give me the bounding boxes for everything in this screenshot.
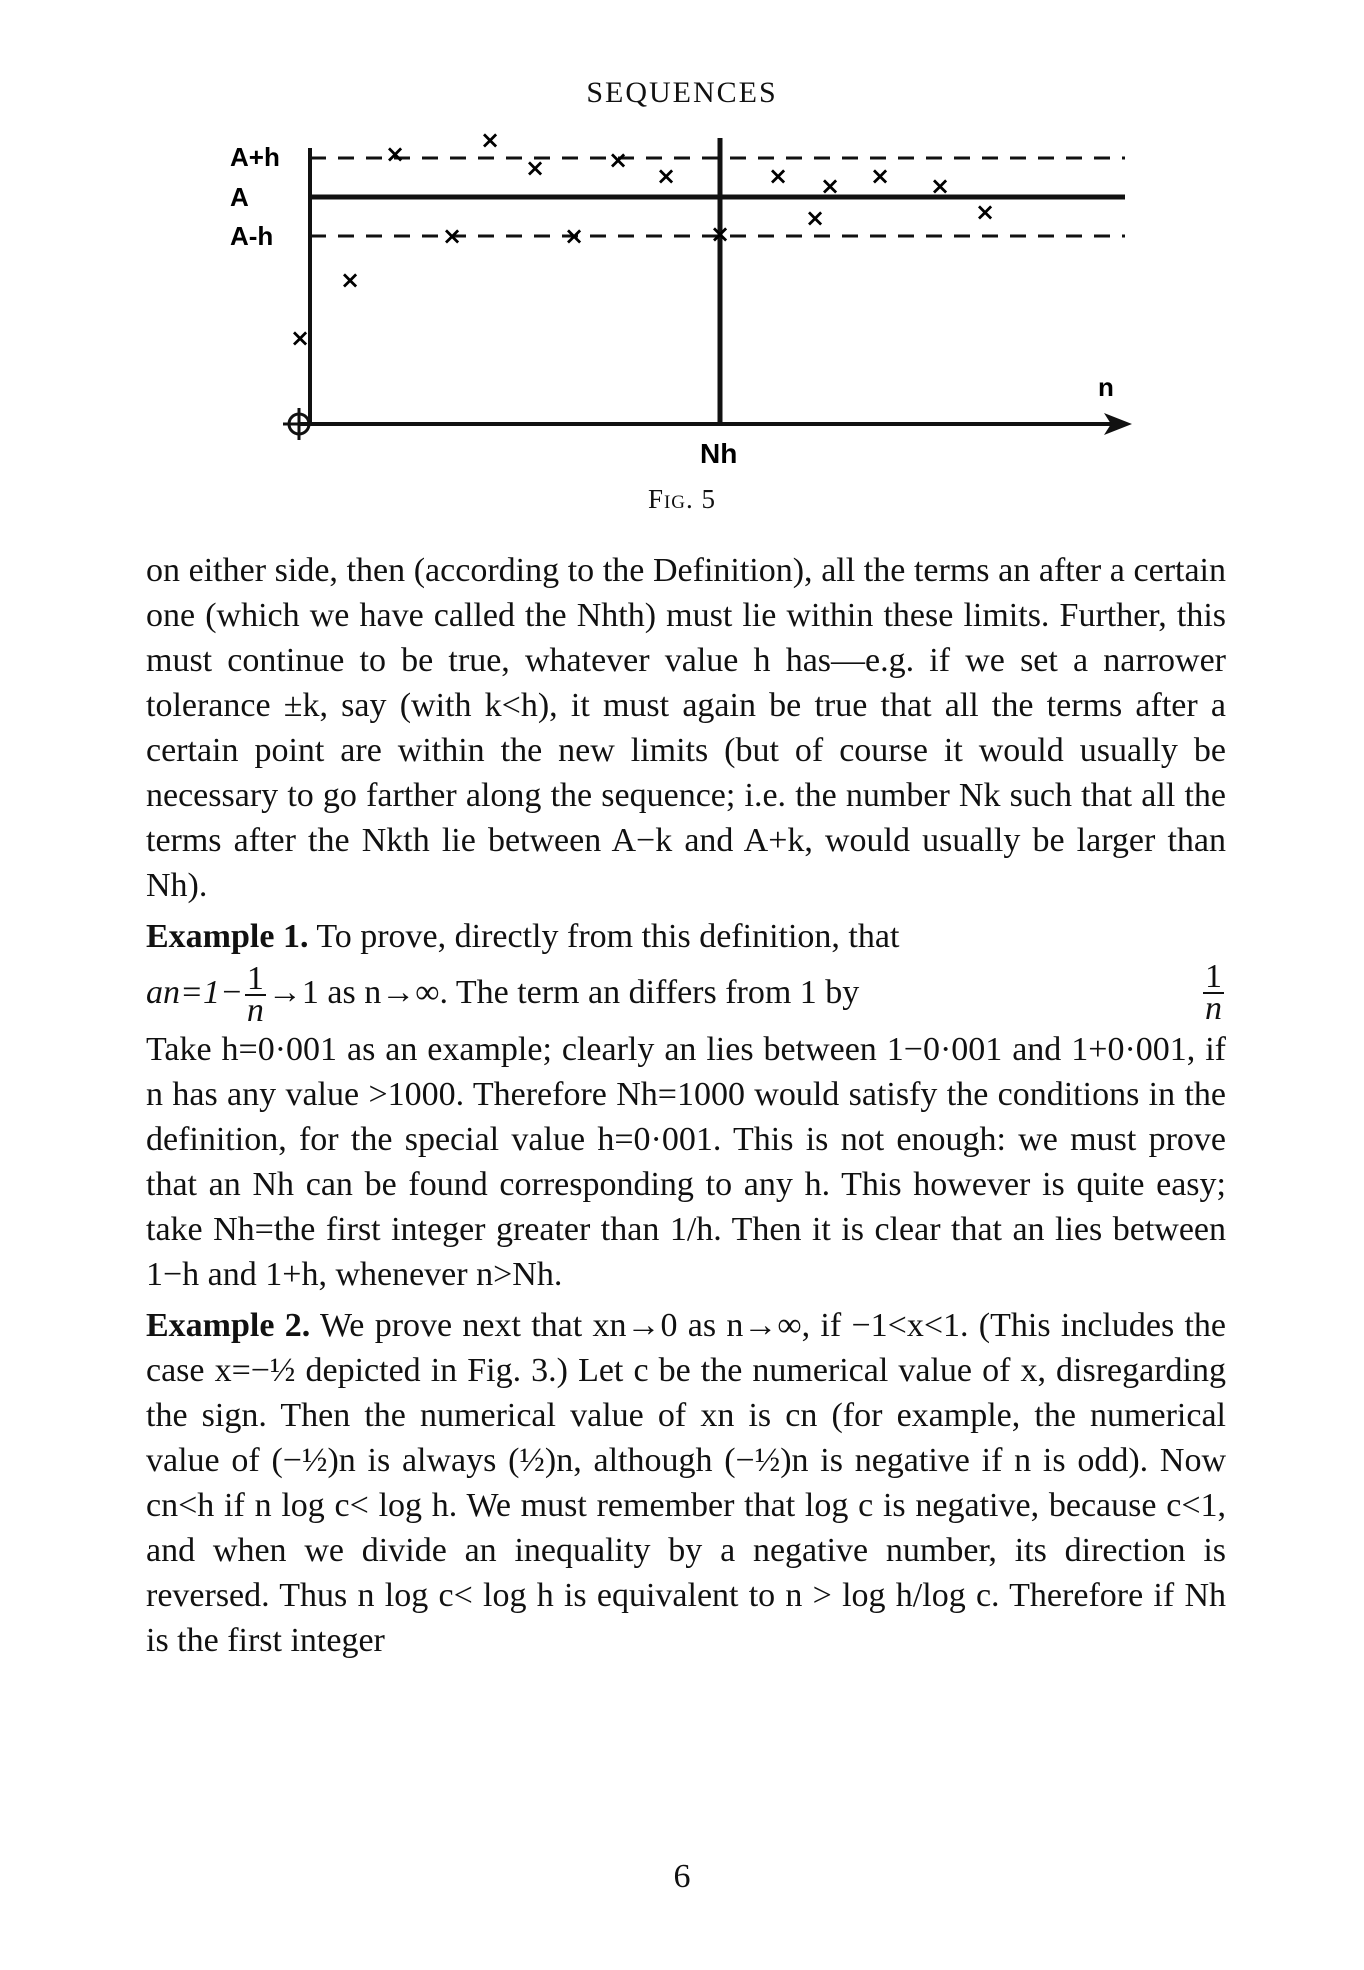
term-marker: × — [339, 266, 361, 294]
term-marker: × — [767, 162, 789, 190]
fraction: $\frac{1}{n}$ — [246, 960, 264, 1030]
example-2-paragraph — [146, 1303, 1226, 1663]
body-text — [146, 548, 1226, 1663]
formula-rest: →1 as n→∞. The term an differs from 1 by — [267, 974, 860, 1011]
example-body: We prove next that xn→0 as n→∞, if −1<x<1. (This includes the case x=−½ depicted in Fig. 3.) Let c be the numerical value of x, disregarding the sign. Then the numerical value of xn is cn (for example, the numerical value of (−½)n is always (½)n, although (−½)n is negative if n is odd). Now cn<h if n log c< log h. We must remember that log c is negative, because c<1, and when we divide an inequality by a negative number, its direction is reversed. Thus n log c< log h is equivalent to n > log h/log c. Therefore if Nh is the first integer — [146, 1307, 1227, 1659]
term-marker: × — [289, 324, 311, 352]
term-marker: × — [869, 162, 891, 190]
fraction: $\frac{1}{n}$ — [1205, 958, 1222, 1027]
label-a: A — [230, 182, 249, 212]
example-1-formula — [146, 958, 1226, 1030]
figure-caption: Fig. 5 — [647, 484, 717, 514]
page-number: 6 — [673, 1858, 691, 1895]
term-marker: × — [709, 220, 731, 248]
formula-lhs: an=1− — [146, 974, 243, 1011]
example-label: Example 1. — [146, 918, 309, 955]
term-marker: × — [384, 140, 406, 168]
label-nh: Nh — [700, 438, 738, 469]
example-label: Example 2. — [146, 1307, 311, 1344]
term-marker: × — [819, 172, 841, 200]
term-marker: × — [929, 172, 951, 200]
term-marker: × — [441, 222, 463, 250]
running-header: SEQUENCES — [586, 76, 778, 109]
label-n: n — [1098, 372, 1114, 402]
example-1-heading — [146, 914, 1226, 959]
paragraph: Take h=0·001 as an example; clearly an lies between 1−0·001 and 1+0·001, if n has any value >1000. Therefore Nh=1000 would satisfy the conditions in the definition, for the special value h=0·001. This is not enough: we must prove that an Nh can be found corresponding to any h. This however is quite easy; take Nh=the first integer greater than 1/h. Then it is clear that an lies between 1−h and 1+h, whenever n>Nh. — [146, 1031, 1226, 1293]
example-intro: To prove, directly from this definition, that — [316, 918, 900, 955]
figure-5-diagram — [220, 118, 1140, 480]
term-marker: × — [607, 146, 629, 174]
term-marker: × — [804, 204, 826, 232]
term-marker: × — [974, 198, 996, 226]
label-a-minus-h: A-h — [230, 221, 274, 251]
term-marker: × — [479, 126, 501, 154]
term-marker: × — [524, 154, 546, 182]
term-marker: × — [563, 222, 585, 250]
paragraph: on either side, then (according to the Definition), all the terms an after a certain one (which we have called the Nhth) must lie within these limits. Further, this must continue to be true, whatever value h has—e.g. if we set a narrower tolerance ±k, say (with k<h), it must again be true that all the terms after a certain point are within the new limits (but of course it would usually be necessary to go farther along the sequence; i.e. the number Nk such that all the terms after the Nkth lie between A−k and A+k, would usually be larger than Nh). — [146, 552, 1226, 904]
label-a-plus-h: A+h — [230, 142, 280, 172]
term-marker: × — [655, 162, 677, 190]
